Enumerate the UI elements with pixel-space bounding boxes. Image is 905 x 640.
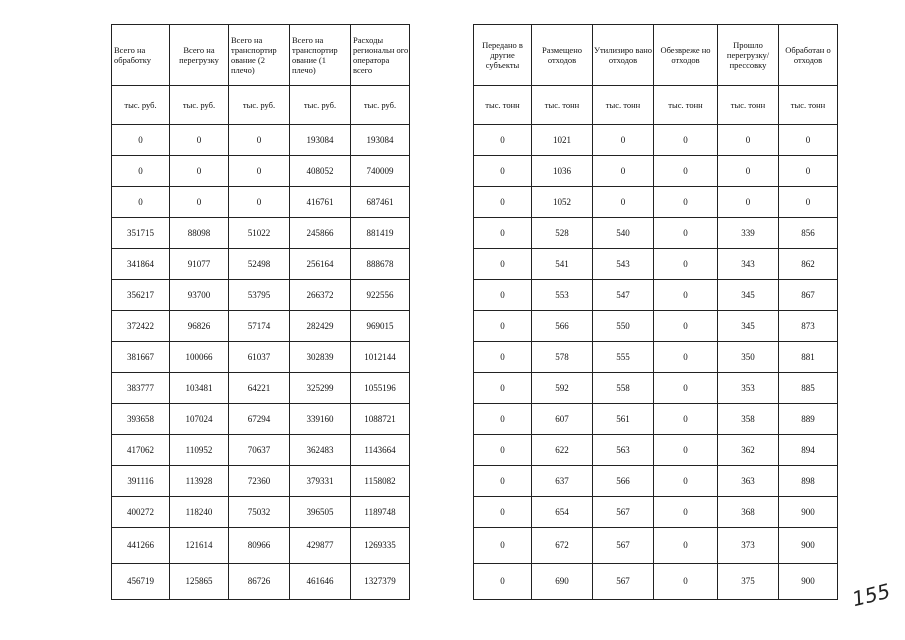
table-cell: 0	[474, 466, 532, 497]
table-cell: 345	[718, 280, 779, 311]
table-cell: 881	[779, 342, 838, 373]
table-cell: 1327379	[351, 564, 410, 600]
table-row	[112, 280, 838, 311]
table-cell: 93700	[170, 280, 229, 311]
table-cell: 873	[779, 311, 838, 342]
table-cell: 400272	[112, 497, 170, 528]
table-cell: 363	[718, 466, 779, 497]
table-cell: 1021	[532, 125, 593, 156]
table-cell: 70637	[229, 435, 290, 466]
table-cell: 381667	[112, 342, 170, 373]
table-cell: 0	[474, 249, 532, 280]
table-cell: 0	[593, 187, 654, 218]
table-cell: 0	[474, 497, 532, 528]
table-cell: 672	[532, 528, 593, 564]
table-cell: 558	[593, 373, 654, 404]
column-header: Всего на транспортир ование (2 плечо)	[229, 25, 290, 86]
table-cell: 0	[654, 249, 718, 280]
unit-cell: тыс. тонн	[593, 86, 654, 125]
table-cell: 566	[593, 466, 654, 497]
table-cell: 373	[718, 528, 779, 564]
table-cell	[410, 373, 474, 404]
table-cell: 687461	[351, 187, 410, 218]
table-cell: 0	[654, 218, 718, 249]
table-cell: 0	[654, 311, 718, 342]
table-cell: 0	[654, 156, 718, 187]
table-cell: 0	[170, 187, 229, 218]
table-cell: 567	[593, 497, 654, 528]
table-cell: 0	[474, 311, 532, 342]
table-cell: 345	[718, 311, 779, 342]
table-cell: 302839	[290, 342, 351, 373]
table-cell: 408052	[290, 156, 351, 187]
table-cell	[410, 218, 474, 249]
table-row	[112, 373, 838, 404]
table-cell: 0	[718, 125, 779, 156]
table-cell: 1088721	[351, 404, 410, 435]
table-row	[112, 528, 838, 564]
table-cell: 103481	[170, 373, 229, 404]
table-cell: 898	[779, 466, 838, 497]
table-cell: 350	[718, 342, 779, 373]
table-cell: 0	[474, 564, 532, 600]
table-cell: 0	[654, 497, 718, 528]
table-cell: 900	[779, 497, 838, 528]
unit-cell: тыс. тонн	[532, 86, 593, 125]
unit-cell: тыс. тонн	[654, 86, 718, 125]
table-cell: 889	[779, 404, 838, 435]
table-cell: 88098	[170, 218, 229, 249]
table-cell: 75032	[229, 497, 290, 528]
table-row	[112, 564, 838, 600]
table-cell: 0	[474, 342, 532, 373]
table-cell: 417062	[112, 435, 170, 466]
table-cell: 0	[474, 404, 532, 435]
table-cell	[410, 435, 474, 466]
table-row	[112, 466, 838, 497]
table-cell: 67294	[229, 404, 290, 435]
table-cell: 1143664	[351, 435, 410, 466]
column-header: Прошло перегрузку/ прессовку	[718, 25, 779, 86]
unit-cell: тыс. руб.	[112, 86, 170, 125]
table-row	[112, 435, 838, 466]
table-cell: 637	[532, 466, 593, 497]
table-cell: 368	[718, 497, 779, 528]
table-cell: 125865	[170, 564, 229, 600]
unit-cell: тыс. тонн	[474, 86, 532, 125]
table-cell	[410, 125, 474, 156]
unit-cell: тыс. тонн	[779, 86, 838, 125]
table-cell: 1052	[532, 187, 593, 218]
unit-cell	[410, 86, 474, 125]
table-cell: 358	[718, 404, 779, 435]
table-cell: 339	[718, 218, 779, 249]
table-cell: 541	[532, 249, 593, 280]
table-cell: 555	[593, 342, 654, 373]
table-cell: 969015	[351, 311, 410, 342]
table-cell: 0	[474, 373, 532, 404]
waste-budget-table	[111, 24, 838, 600]
table-cell: 0	[718, 187, 779, 218]
table-cell: 107024	[170, 404, 229, 435]
table-cell: 0	[474, 435, 532, 466]
table-cell: 72360	[229, 466, 290, 497]
table-cell: 245866	[290, 218, 351, 249]
table-cell: 0	[474, 528, 532, 564]
unit-cell: тыс. тонн	[718, 86, 779, 125]
column-header: Обезвреже но отходов	[654, 25, 718, 86]
table-cell: 86726	[229, 564, 290, 600]
table-cell: 547	[593, 280, 654, 311]
table-cell: 0	[229, 156, 290, 187]
table-cell: 456719	[112, 564, 170, 600]
table-cell: 0	[170, 125, 229, 156]
table-cell: 0	[474, 156, 532, 187]
table-cell: 51022	[229, 218, 290, 249]
table-cell: 461646	[290, 564, 351, 600]
unit-cell: тыс. руб.	[170, 86, 229, 125]
table-cell	[410, 249, 474, 280]
table-cell: 393658	[112, 404, 170, 435]
table-cell: 339160	[290, 404, 351, 435]
table-cell: 885	[779, 373, 838, 404]
table-cell: 193084	[290, 125, 351, 156]
table-cell: 0	[654, 564, 718, 600]
table-cell: 566	[532, 311, 593, 342]
table-row	[112, 125, 838, 156]
table-cell: 193084	[351, 125, 410, 156]
table-cell	[410, 280, 474, 311]
table-cell	[410, 497, 474, 528]
table-cell: 0	[654, 187, 718, 218]
unit-cell: тыс. руб.	[290, 86, 351, 125]
table-cell: 325299	[290, 373, 351, 404]
table-row	[112, 249, 838, 280]
table-cell: 0	[779, 156, 838, 187]
table-cell: 121614	[170, 528, 229, 564]
column-header: Передано в другие субъекты	[474, 25, 532, 86]
table-cell: 64221	[229, 373, 290, 404]
table-cell: 563	[593, 435, 654, 466]
table-cell: 383777	[112, 373, 170, 404]
column-header: Всего на транспортир ование (1 плечо)	[290, 25, 351, 86]
table-cell	[410, 528, 474, 564]
table-cell	[410, 187, 474, 218]
table-cell: 0	[112, 187, 170, 218]
table-cell: 0	[474, 280, 532, 311]
unit-cell: тыс. руб.	[229, 86, 290, 125]
table-cell: 0	[654, 280, 718, 311]
table-cell	[410, 564, 474, 600]
table-cell: 553	[532, 280, 593, 311]
table-cell: 429877	[290, 528, 351, 564]
table-cell: 441266	[112, 528, 170, 564]
table-cell: 1036	[532, 156, 593, 187]
table-cell: 0	[654, 466, 718, 497]
unit-cell: тыс. руб.	[351, 86, 410, 125]
table-cell: 654	[532, 497, 593, 528]
table-cell: 362	[718, 435, 779, 466]
table-cell: 922556	[351, 280, 410, 311]
table-cell: 528	[532, 218, 593, 249]
table-cell: 900	[779, 528, 838, 564]
table-cell: 1158082	[351, 466, 410, 497]
table-cell	[410, 311, 474, 342]
table-cell: 1012144	[351, 342, 410, 373]
table-cell: 379331	[290, 466, 351, 497]
table-cell: 900	[779, 564, 838, 600]
table-cell: 341864	[112, 249, 170, 280]
table-cell: 622	[532, 435, 593, 466]
table-cell: 0	[229, 125, 290, 156]
table-cell	[410, 342, 474, 373]
table-cell: 567	[593, 528, 654, 564]
table-cell: 592	[532, 373, 593, 404]
table-cell: 100066	[170, 342, 229, 373]
table-cell: 0	[593, 125, 654, 156]
table-cell: 0	[654, 435, 718, 466]
table-cell: 0	[779, 125, 838, 156]
table-cell: 550	[593, 311, 654, 342]
table-cell: 113928	[170, 466, 229, 497]
table-cell	[410, 156, 474, 187]
table-cell: 343	[718, 249, 779, 280]
table-row	[112, 497, 838, 528]
table-cell	[410, 404, 474, 435]
table-cell: 894	[779, 435, 838, 466]
data-table-sheet	[111, 24, 838, 600]
table-cell: 740009	[351, 156, 410, 187]
table-cell: 362483	[290, 435, 351, 466]
column-header	[410, 25, 474, 86]
table-cell: 256164	[290, 249, 351, 280]
table-cell: 0	[474, 187, 532, 218]
table-cell: 0	[474, 125, 532, 156]
table-cell: 80966	[229, 528, 290, 564]
table-cell: 1055196	[351, 373, 410, 404]
table-row	[112, 342, 838, 373]
table-cell: 0	[654, 342, 718, 373]
table-cell: 567	[593, 564, 654, 600]
table-cell: 0	[229, 187, 290, 218]
table-cell: 353	[718, 373, 779, 404]
table-cell: 372422	[112, 311, 170, 342]
header-row	[112, 25, 838, 86]
table-cell: 0	[112, 125, 170, 156]
table-cell: 856	[779, 218, 838, 249]
table-cell: 0	[170, 156, 229, 187]
table-cell: 53795	[229, 280, 290, 311]
column-header: Размещено отходов	[532, 25, 593, 86]
table-cell: 0	[654, 528, 718, 564]
table-cell: 0	[718, 156, 779, 187]
table-cell: 351715	[112, 218, 170, 249]
table-row	[112, 404, 838, 435]
table-cell: 1269335	[351, 528, 410, 564]
table-cell: 396505	[290, 497, 351, 528]
table-cell: 96826	[170, 311, 229, 342]
table-cell: 91077	[170, 249, 229, 280]
table-cell: 57174	[229, 311, 290, 342]
table-cell: 416761	[290, 187, 351, 218]
table-cell: 0	[112, 156, 170, 187]
table-cell: 0	[779, 187, 838, 218]
table-cell: 607	[532, 404, 593, 435]
table-cell: 578	[532, 342, 593, 373]
table-cell: 690	[532, 564, 593, 600]
table-row	[112, 311, 838, 342]
table-cell: 0	[474, 218, 532, 249]
table-cell: 356217	[112, 280, 170, 311]
table-cell: 118240	[170, 497, 229, 528]
page-number: 155	[849, 578, 893, 612]
table-row	[112, 187, 838, 218]
units-row	[112, 86, 838, 125]
table-cell: 266372	[290, 280, 351, 311]
table-cell: 375	[718, 564, 779, 600]
table-cell: 282429	[290, 311, 351, 342]
table-row	[112, 156, 838, 187]
table-cell: 61037	[229, 342, 290, 373]
table-cell: 110952	[170, 435, 229, 466]
table-cell: 0	[654, 125, 718, 156]
table-cell: 391116	[112, 466, 170, 497]
table-cell: 0	[654, 373, 718, 404]
column-header: Утилизиро вано отходов	[593, 25, 654, 86]
column-header: Расходы региональн ого оператора всего	[351, 25, 410, 86]
table-cell: 867	[779, 280, 838, 311]
column-header: Всего на перегрузку	[170, 25, 229, 86]
table-cell: 561	[593, 404, 654, 435]
table-cell: 540	[593, 218, 654, 249]
column-header: Всего на обработку	[112, 25, 170, 86]
table-cell: 1189748	[351, 497, 410, 528]
table-cell: 0	[593, 156, 654, 187]
table-cell: 52498	[229, 249, 290, 280]
column-header: Обработан о отходов	[779, 25, 838, 86]
table-cell: 888678	[351, 249, 410, 280]
table-cell	[410, 466, 474, 497]
table-cell: 862	[779, 249, 838, 280]
table-cell: 881419	[351, 218, 410, 249]
table-row	[112, 218, 838, 249]
table-cell: 543	[593, 249, 654, 280]
table-cell: 0	[654, 404, 718, 435]
